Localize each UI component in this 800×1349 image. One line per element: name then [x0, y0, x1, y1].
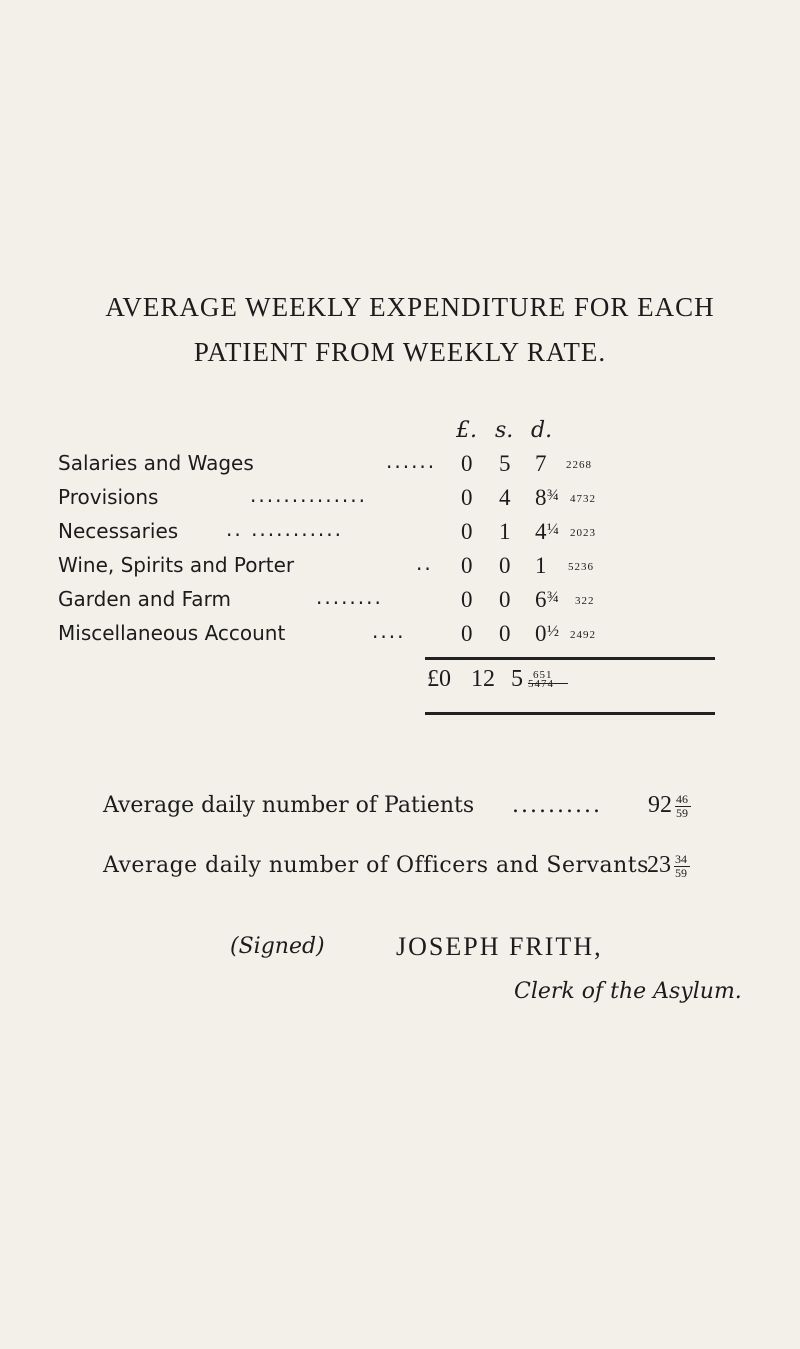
row-label: Wine, Spirits and Porter: [58, 553, 295, 577]
leader-dots: .. ...........: [226, 517, 344, 541]
pounds-value: 0: [461, 519, 473, 544]
row-label: Salaries and Wages: [58, 451, 254, 475]
total-rule-bottom: [425, 712, 715, 715]
pounds-value: 0: [461, 451, 473, 476]
shillings-value: 0: [499, 621, 511, 646]
decimal-remainder: 4732: [570, 493, 596, 505]
average-officers-value: 23: [647, 852, 671, 878]
pence-value: 1: [535, 553, 547, 578]
total-pounds: £0: [427, 666, 451, 692]
average-patients-fraction-num: 46: [676, 792, 688, 806]
pence-header: d.: [531, 418, 553, 443]
shillings-value: 0: [499, 587, 511, 612]
row-label: Provisions: [58, 485, 159, 509]
total-rule-top: [425, 657, 715, 660]
pence-value: 0: [535, 621, 547, 646]
title-line-2: PATIENT FROM WEEKLY RATE.: [193, 337, 607, 367]
pounds-value: 0: [461, 485, 473, 510]
title-line-1: AVERAGE WEEKLY EXPENDITURE FOR EACH: [105, 292, 715, 322]
pounds-value: 0: [461, 587, 473, 612]
pence-fraction: ¼: [547, 521, 559, 538]
decimal-remainder: 5236: [568, 561, 594, 573]
pence-fraction: ½: [547, 623, 559, 640]
decimal-remainder: 2492: [570, 629, 596, 641]
decimal-remainder: 2023: [570, 527, 596, 539]
total-pence: 5: [511, 666, 523, 692]
shillings-value: 5: [499, 451, 511, 476]
signed-label: (Signed): [230, 934, 325, 959]
average-patients-value: 92: [648, 792, 672, 818]
pence-fraction: ¾: [547, 589, 559, 606]
leader-dots: ......: [386, 449, 437, 473]
average-patients-fraction-den: 59: [676, 806, 688, 820]
pence-value: 8: [535, 485, 547, 510]
row-label: Necessaries: [58, 519, 179, 543]
signatory-name: JOSEPH FRITH,: [396, 932, 603, 961]
leader-dots: ....: [372, 619, 406, 643]
decimal-remainder: 322: [575, 595, 595, 607]
average-patients-label: Average daily number of Patients: [103, 793, 475, 818]
average-officers-fraction-den: 59: [675, 866, 687, 880]
shillings-header: s.: [495, 418, 514, 443]
leader-dots: ..: [416, 551, 433, 575]
pounds-header: £.: [456, 418, 477, 443]
average-officers-fraction-num: 34: [675, 852, 687, 866]
pence-value: 6: [535, 587, 547, 612]
pence-value: 7: [535, 451, 547, 476]
total-fraction-numerator: 651: [533, 669, 553, 681]
row-label: Miscellaneous Account: [58, 621, 286, 645]
pounds-value: 0: [461, 553, 473, 578]
shillings-value: 0: [499, 553, 511, 578]
pence-value: 4: [535, 519, 547, 544]
row-label: Garden and Farm: [58, 587, 231, 611]
signatory-role: Clerk of the Asylum.: [514, 979, 742, 1004]
pounds-value: 0: [461, 621, 473, 646]
leader-dots: ........: [316, 585, 383, 609]
total-fraction-denominator: 5474: [528, 678, 554, 690]
shillings-value: 1: [499, 519, 511, 544]
shillings-value: 4: [499, 485, 511, 510]
pence-fraction: ¾: [547, 487, 559, 504]
leader-dots: ..........: [512, 793, 602, 818]
decimal-remainder: 2268: [566, 459, 592, 471]
leader-dots: ..............: [250, 483, 368, 507]
average-officers-label: Average daily number of Officers and Servants: [103, 853, 649, 878]
total-shillings: 12: [471, 666, 495, 692]
